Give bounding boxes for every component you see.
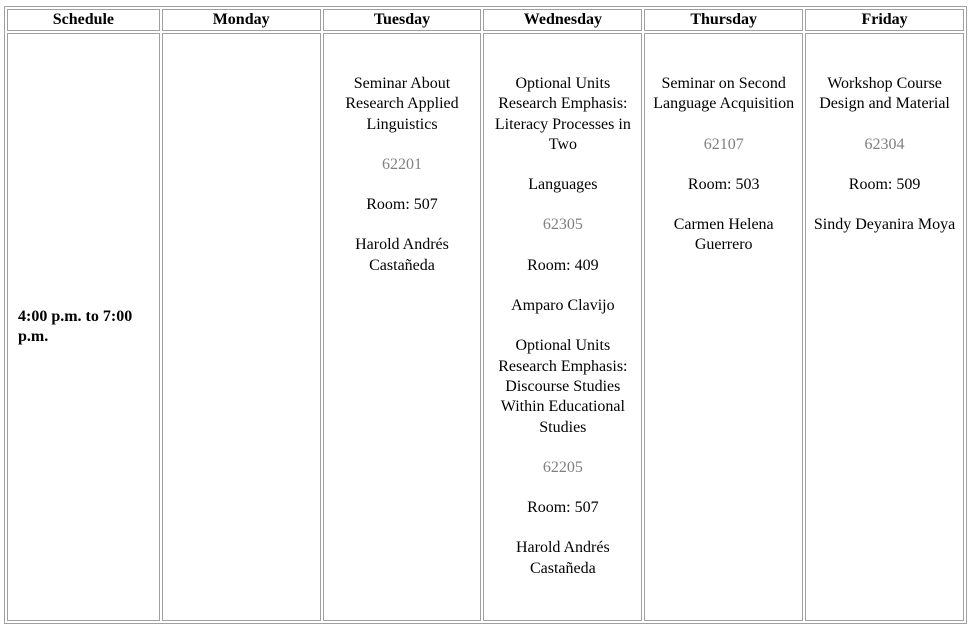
course-code: 62304 [864,135,905,153]
time-slot-label: 4:00 p.m. to 7:00 p.m. [18,307,133,345]
header-thursday: Thursday [644,9,803,31]
course-room: Room: 507 [527,499,599,517]
course-instructor: Sindy Deyanira Moya [813,216,956,234]
course-title: Workshop Course Design and Material [819,75,950,113]
course-instructor: Harold Andrés Castañeda [355,236,449,274]
friday-cell [805,33,964,621]
wednesday-course-literacy [484,34,641,579]
tuesday-cell [323,33,482,621]
course-code: 62305 [542,216,583,234]
course-title: Seminar on Second Language Acquisition [653,75,795,113]
wednesday-cell [483,33,642,621]
tuesday-course [324,34,481,276]
course-title: Optional Units Research Emphasis: Literacy Processes in Two [494,75,631,153]
header-wednesday: Wednesday [483,9,642,31]
header-monday: Monday [162,9,321,31]
schedule-table [4,6,967,624]
time-slot-cell [7,33,160,621]
header-friday: Friday [805,9,964,31]
thursday-cell [644,33,803,621]
course-title-continued: Languages [528,176,598,194]
course-room: Room: 409 [527,256,599,274]
monday-cell [162,33,321,621]
thursday-course [645,34,802,256]
course-room: Room: 507 [366,196,438,214]
course-instructor: Harold Andrés Castañeda [515,539,610,577]
course-title: Seminar About Research Applied Linguistics [345,75,459,133]
course-code: 62201 [382,155,422,173]
friday-course [806,34,963,235]
course-instructor: Amparo Clavijo [511,297,615,315]
course-code: 62205 [542,458,583,476]
header-tuesday: Tuesday [323,9,482,31]
course-room: Room: 509 [848,175,921,193]
course-title: Optional Units Research Emphasis: Discourse Studies Within Educational Studies [498,337,628,436]
header-row [7,9,964,31]
header-schedule: Schedule [7,9,160,31]
course-code: 62107 [703,135,744,153]
course-instructor: Carmen Helena Guerrero [673,216,774,254]
time-slot-row [7,33,964,621]
course-room: Room: 503 [687,175,760,193]
